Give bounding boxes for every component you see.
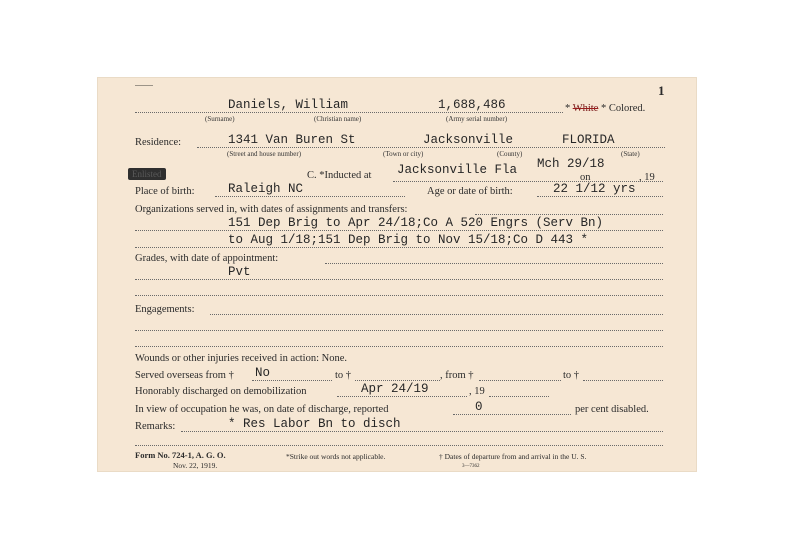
disability-suffix: per cent disabled. <box>575 404 649 415</box>
birth-place: Raleigh NC <box>228 182 304 196</box>
discharge-date: Apr 24/19 <box>361 382 429 396</box>
remarks-line-1 <box>181 431 663 432</box>
overseas-line-1 <box>252 380 332 381</box>
residence-label: Residence: <box>135 137 182 148</box>
residence-town: Jacksonville <box>423 133 514 147</box>
residence-state: FLORIDA <box>562 133 615 147</box>
organizations-line-2: to Aug 1/18;151 Dep Brig to Nov 15/18;Co D 443 * <box>228 233 589 247</box>
engagements-rule-2 <box>135 346 663 347</box>
card-number: 1 <box>658 83 665 98</box>
dagger-note: † Dates of departure from and arrival in the U. S. <box>439 452 587 461</box>
inducted-label: C. *Inducted at <box>307 170 372 181</box>
age-value: 22 1/12 yrs <box>553 182 636 196</box>
engagements-label: Engagements: <box>135 304 195 315</box>
organizations-rule-2 <box>135 247 663 248</box>
residence-line <box>197 147 665 148</box>
year-label: , 19 <box>639 172 655 183</box>
organizations-rule-1 <box>135 230 663 231</box>
serial-number: 1,688,486 <box>438 98 506 112</box>
street-caption: (Street and house number) <box>227 150 302 158</box>
white-label: White <box>572 103 599 114</box>
name-line <box>135 112 563 113</box>
remarks-value: * Res Labor Bn to disch <box>228 417 401 431</box>
organizations-line-1: 151 Dep Brig to Apr 24/18;Co A 520 Engrs (Serv Bn) <box>228 216 604 230</box>
birth-place-line <box>215 196 405 197</box>
disability-value: 0 <box>475 400 483 414</box>
wounds-label: Wounds or other injuries received in action: None. <box>135 353 348 364</box>
engagements-rule-1 <box>135 330 663 331</box>
discharge-line <box>337 396 467 397</box>
on-label: on <box>580 172 591 183</box>
overseas-to-label: to † <box>335 370 352 381</box>
colored-label: * Colored. <box>600 103 646 114</box>
remarks-line-2 <box>135 445 663 446</box>
redacted-enlisted: Enlisted <box>128 168 166 180</box>
town-caption: (Town or city) <box>383 150 424 158</box>
age-label: Age or date of birth: <box>427 186 513 197</box>
organizations-label: Organizations served in, with dates of assignments and transfers: <box>135 204 408 215</box>
christian-name-caption: (Christian name) <box>314 115 362 123</box>
serial-caption: (Army serial number) <box>446 115 508 123</box>
state-caption: (State) <box>621 150 640 158</box>
printer-code: 3—7362 <box>462 464 480 469</box>
remarks-label: Remarks: <box>135 421 176 432</box>
service-record-card <box>97 77 697 472</box>
overseas-value: No <box>255 366 271 380</box>
disability-label: In view of occupation he was, on date of discharge, reported <box>135 404 389 415</box>
form-number: Form No. 724-1, A. G. O. <box>135 450 226 460</box>
overseas-line-4 <box>583 380 663 381</box>
discharge-year-line <box>489 396 549 397</box>
discharge-label: Honorably discharged on demobilization <box>135 386 307 397</box>
organizations-line-0 <box>475 214 663 215</box>
surname-caption: (Surname) <box>205 115 235 123</box>
overseas-line-2 <box>355 380 440 381</box>
age-line <box>537 196 663 197</box>
grades-line-0 <box>325 263 663 264</box>
county-caption: (County) <box>497 150 523 158</box>
overseas-label: Served overseas from † <box>135 370 234 381</box>
grades-label: Grades, with date of appointment: <box>135 253 279 264</box>
overseas-to2-label: to † <box>563 370 580 381</box>
top-rule <box>135 85 153 86</box>
residence-street: 1341 Van Buren St <box>228 133 356 147</box>
birth-place-label: Place of birth: <box>135 186 195 197</box>
overseas-line-3 <box>479 380 561 381</box>
grades-rule-1 <box>135 279 663 280</box>
form-date: Nov. 22, 1919. <box>173 461 218 470</box>
overseas-from-label: , from † <box>440 370 474 381</box>
engagements-line-0 <box>210 314 663 315</box>
strike-note: *Strike out words not applicable. <box>286 452 386 461</box>
discharge-year: , 19 <box>469 386 485 397</box>
disability-line <box>453 414 571 415</box>
inducted-date: Mch 29/18 <box>537 157 605 171</box>
grades-value: Pvt <box>228 265 251 279</box>
grades-rule-2 <box>135 295 663 296</box>
inducted-place: Jacksonville Fla <box>397 163 518 177</box>
soldier-name: Daniels, William <box>228 98 349 112</box>
race-labels: * White * Colored. <box>565 103 646 114</box>
